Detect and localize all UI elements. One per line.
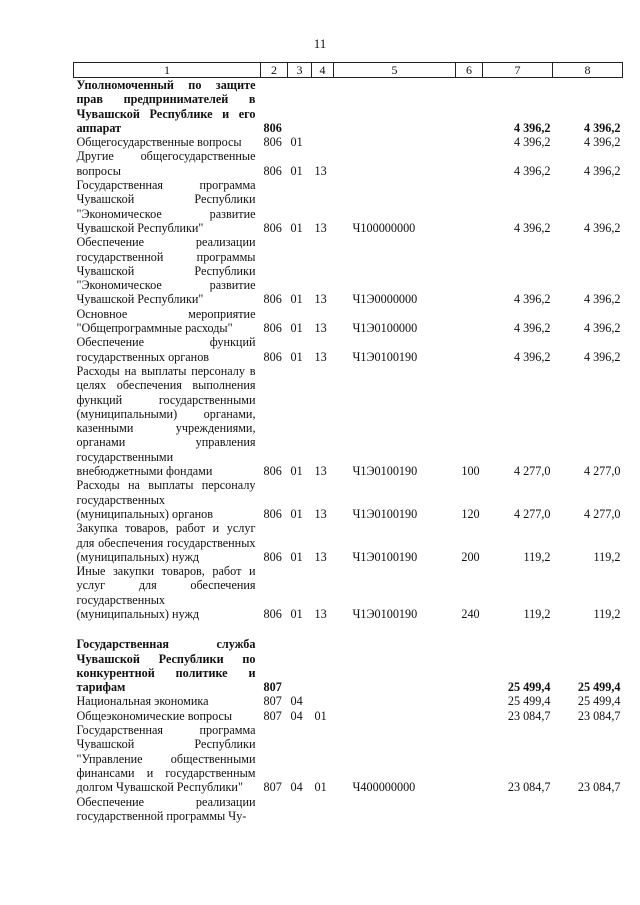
item-name-cell: Расходы на выплаты персоналу в целях обеспечения выполнения функций государственными (муниципальными) органами, казенными учреждениями, органами управления государственными внебюджетными фондами [76,363,256,479]
table-row [74,564,623,621]
amount-year2-cell: 25 499,4 [577,694,621,709]
subsection-code-cell: 13 [314,506,327,521]
table-row [74,335,623,364]
item-name-cell: Другие общегосударственные вопросы [76,149,256,178]
amount-year1-cell: 25 499,4 [507,680,551,695]
expense-type-cell [456,149,483,178]
target-article-cell [334,795,456,824]
table-row [74,364,623,478]
amount-year1-cell: 4 396,2 [513,163,551,178]
section-code-cell: 01 [290,506,303,521]
header-row [74,63,623,78]
item-name-cell: Расходы на выплаты персоналу государственных (муниципальных) органов [76,478,256,521]
table-row [74,307,623,336]
amount-year2-cell: 4 277,0 [583,506,621,521]
item-name-cell: Уполномоченный по защите прав предпринимателей в Чувашской Республике и его аппарат [76,78,256,135]
table-row [74,478,623,521]
target-article-cell: Ч400000000 [352,780,416,795]
amount-year2-cell: 119,2 [593,549,621,564]
subsection-code-cell: 13 [314,606,327,621]
subsection-code-cell: 13 [314,292,327,307]
section-code-cell: 04 [290,780,303,795]
section-code-cell [288,795,312,824]
section-code-cell: 01 [290,606,303,621]
amount-year1-cell: 4 277,0 [513,464,551,479]
expense-type-cell [456,637,483,694]
item-name-cell: Обеспечение функций государственных органов [76,335,256,364]
ministry-code-cell [261,795,288,824]
target-article-cell: Ч1Э0100190 [352,506,418,521]
section-code-cell: 01 [290,220,303,235]
ministry-code-cell: 806 [263,349,282,364]
amount-year2-cell: 4 396,2 [583,120,621,135]
amount-year2-cell: 4 396,2 [583,135,621,150]
column-header: 3 [288,63,312,78]
column-header: 6 [456,63,483,78]
table-row [74,521,623,564]
target-article-cell: Ч100000000 [352,220,416,235]
item-name-cell: Закупка товаров, работ и услуг для обеспечения государственных (муниципальных) нужд [76,521,256,564]
amount-year1-cell: 4 396,2 [513,349,551,364]
subsection-code-cell [312,135,334,149]
amount-year1-cell: 23 084,7 [507,780,551,795]
subsection-code-cell: 01 [314,780,327,795]
item-name-cell: Государственная служба Чувашской Республики по конкурентной политике и тарифам [76,637,256,695]
section-code-cell [288,637,312,694]
section-code-cell: 01 [290,349,303,364]
section-code-cell: 04 [290,708,303,723]
amount-year2-cell: 4 396,2 [583,349,621,364]
item-name-cell: Обеспечение реализации государственной программы Чу- [76,794,256,823]
target-article-cell [334,78,456,136]
section-code-cell: 01 [290,549,303,564]
table-row [74,178,623,235]
table-row [74,621,623,637]
item-name-cell: Государственная программа Чувашской Республики "Управление общественными финансами и государственным долгом Чувашской Республики" [76,723,256,795]
expense-type-cell [456,709,483,723]
ministry-code-cell: 806 [263,220,282,235]
ministry-code-cell: 806 [263,321,282,336]
ministry-code-cell: 806 [263,135,282,150]
target-article-cell: Ч1Э0100190 [352,464,418,479]
table-row [74,78,623,136]
section-code-cell: 01 [290,321,303,336]
subsection-code-cell: 13 [314,349,327,364]
amount-year1-cell [483,795,553,824]
expense-type-cell [456,723,483,794]
section-code-cell: 01 [290,163,303,178]
target-article-cell: Ч1Э0100190 [352,606,418,621]
column-header: 8 [553,63,623,78]
table-row [74,149,623,178]
amount-year2-cell: 23 084,7 [577,780,621,795]
item-name-cell: Основное мероприятие "Общепрограммные расходы" [76,306,256,336]
table-row [74,135,623,149]
subsection-code-cell [312,78,334,136]
expense-type-cell: 200 [461,549,480,564]
amount-year2-cell: 23 084,7 [577,708,621,723]
ministry-code-cell: 807 [263,694,282,709]
target-article-cell [334,149,456,178]
section-code-cell [288,78,312,136]
amount-year1-cell: 4 396,2 [513,220,551,235]
target-article-cell [334,135,456,149]
amount-year1-cell: 119,2 [523,549,551,564]
table-row [74,694,623,708]
ministry-code-cell: 806 [263,464,282,479]
expense-type-cell [456,78,483,136]
item-name-cell: Национальная экономика [76,694,209,709]
amount-year2-cell: 4 396,2 [583,220,621,235]
table-row [74,723,623,794]
item-name-cell: Обеспечение реализации государственной программы Чувашской Республики "Экономическое развитие Чувашской Республики" [76,235,256,307]
item-name-cell: Иные закупки товаров, работ и услуг для обеспечения государственных (муниципальных) нужд [76,564,256,621]
ministry-code-cell: 806 [263,120,282,135]
column-header: 7 [483,63,553,78]
amount-year2-cell [553,795,623,824]
column-header: 1 [74,63,261,78]
amount-year1-cell: 4 396,2 [513,292,551,307]
section-code-cell: 01 [290,464,303,479]
ministry-code-cell: 806 [263,606,282,621]
expense-type-cell: 240 [461,606,480,621]
subsection-code-cell: 13 [314,220,327,235]
expense-type-cell: 100 [461,464,480,479]
amount-year1-cell: 4 396,2 [513,321,551,336]
amount-year1-cell: 4 277,0 [513,506,551,521]
ministry-code-cell: 806 [263,163,282,178]
target-article-cell [334,694,456,708]
subsection-code-cell: 13 [314,321,327,336]
column-header: 5 [334,63,456,78]
table-row [74,795,623,824]
amount-year2-cell: 4 396,2 [583,321,621,336]
subsection-code-cell [312,694,334,708]
subsection-code-cell: 01 [314,708,327,723]
table-row [74,709,623,723]
item-name-cell: Общегосударственные вопросы [76,135,242,150]
subsection-code-cell: 13 [314,163,327,178]
table-header [74,63,623,78]
expense-type-cell [456,694,483,708]
amount-year1-cell: 4 396,2 [513,120,551,135]
table-row [74,637,623,694]
expense-type-cell [456,307,483,336]
item-name-cell: Государственная программа Чувашской Республики "Экономическое развитие Чувашской Республики" [76,178,256,235]
amount-year2-cell: 4 396,2 [583,163,621,178]
amount-year2-cell: 25 499,4 [577,680,621,695]
expense-type-cell [456,178,483,235]
column-header: 2 [261,63,288,78]
section-code-cell: 01 [290,292,303,307]
amount-year1-cell: 25 499,4 [507,694,551,709]
subsection-code-cell [312,795,334,824]
expense-type-cell [456,235,483,306]
target-article-cell: Ч1Э0100190 [352,349,418,364]
item-name-cell: Общеэкономические вопросы [76,708,233,723]
table-row [74,235,623,306]
subsection-code-cell: 13 [314,464,327,479]
subsection-code-cell: 13 [314,549,327,564]
amount-year2-cell: 4 277,0 [583,464,621,479]
expense-type-cell [456,335,483,364]
spacer-cell [74,621,623,637]
target-article-cell: Ч1Э0100190 [352,549,418,564]
ministry-code-cell: 806 [263,506,282,521]
amount-year2-cell: 4 396,2 [583,292,621,307]
target-article-cell: Ч1Э0000000 [352,292,418,307]
expense-type-cell [456,135,483,149]
page-number: 11 [313,36,327,51]
amount-year2-cell: 119,2 [593,606,621,621]
amount-year1-cell: 119,2 [523,606,551,621]
budget-table [73,62,623,823]
target-article-cell [334,709,456,723]
amount-year1-cell: 4 396,2 [513,135,551,150]
target-article-cell [334,637,456,694]
amount-year1-cell: 23 084,7 [507,708,551,723]
subsection-code-cell [312,637,334,694]
ministry-code-cell: 806 [263,549,282,564]
section-code-cell: 04 [290,694,303,709]
ministry-code-cell: 807 [263,708,282,723]
ministry-code-cell: 807 [263,780,282,795]
ministry-code-cell: 806 [263,292,282,307]
section-code-cell: 01 [290,135,303,150]
table-body [74,78,623,824]
ministry-code-cell: 807 [263,680,282,695]
expense-type-cell: 120 [461,506,480,521]
column-header: 4 [312,63,334,78]
expense-type-cell [456,795,483,824]
target-article-cell: Ч1Э0100000 [352,321,418,336]
